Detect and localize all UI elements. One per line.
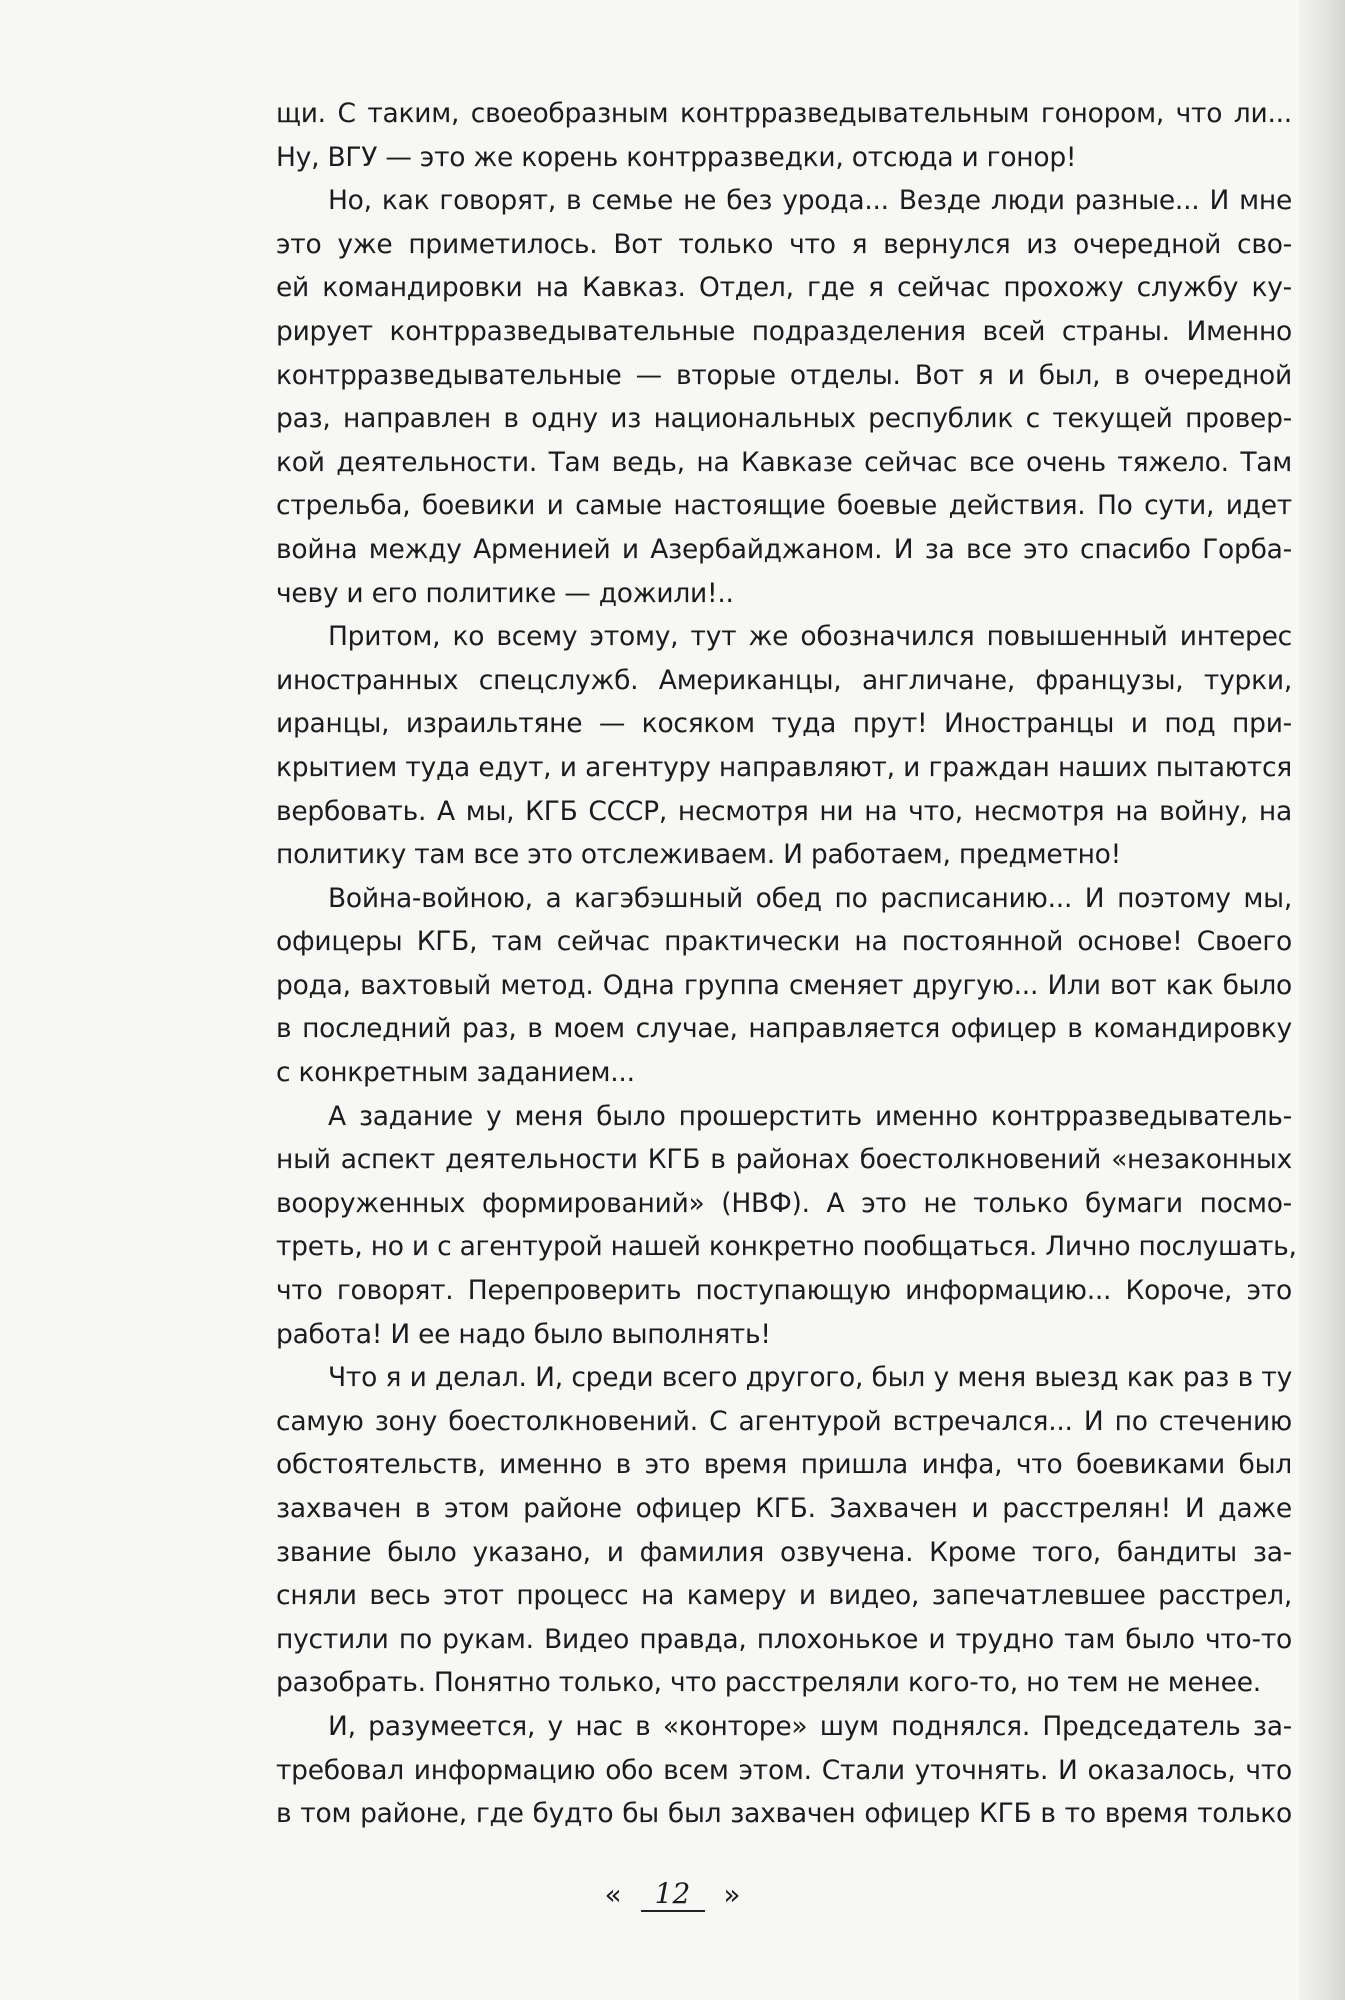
text-line: ный аспект деятельности КГБ в районах боестолкновений «незаконных	[276, 1144, 1292, 1176]
paragraph-start-line: А задание у меня было прошерстить именно контрразведыватель-	[328, 1100, 1292, 1132]
text-line: стрельба, боевики и самые настоящие боевые действия. По сути, идет	[276, 490, 1292, 522]
text-line: в последний раз, в моем случае, направляется офицер в командировку	[276, 1013, 1292, 1045]
paragraph-start-line: Что я и делал. И, среди всего другого, был у меня выезд как раз в ту	[328, 1362, 1292, 1394]
page-number-close-quote: »	[723, 1877, 741, 1911]
page-edge-shadow	[1299, 0, 1345, 2000]
paragraph-start-line: Война-войною, а кагэбэшный обед по расписанию... И поэтому мы,	[328, 882, 1292, 914]
text-line: обстоятельств, именно в это время пришла инфа, что боевиками был	[276, 1449, 1292, 1481]
text-line: раз, направлен в одну из национальных республик с текущей провер-	[276, 403, 1292, 435]
text-line: треть, но и с агентурой нашей конкретно пообщаться. Лично послушать,	[276, 1231, 1297, 1263]
text-line: разобрать. Понятно только, что расстреляли кого-то, но тем не менее.	[276, 1667, 1261, 1699]
text-line: требовал информацию обо всем этом. Стали уточнять. И оказалось, что	[276, 1754, 1292, 1786]
text-line: работа! И ее надо было выполнять!	[276, 1318, 771, 1350]
text-line: рода, вахтовый метод. Одна группа сменяет другую... Или вот как было	[276, 969, 1292, 1001]
paragraph-start-line: И, разумеется, у нас в «конторе» шум поднялся. Председатель за-	[328, 1710, 1292, 1742]
text-line: чеву и его политике — дожили!..	[276, 577, 734, 609]
paragraph-start-line: Но, как говорят, в семье не без урода... Везде люди разные... И мне	[328, 185, 1292, 217]
text-line: иностранных спецслужб. Американцы, англичане, французы, турки,	[276, 664, 1292, 696]
text-line: крытием туда едут, и агентуру направляют, и граждан наших пытаются	[276, 751, 1292, 783]
text-line: рирует контрразведывательные подразделения всей страны. Именно	[276, 315, 1292, 347]
text-line: война между Арменией и Азербайджаном. И за все это спасибо Горба-	[276, 533, 1292, 565]
text-line: что говорят. Перепроверить поступающую информацию... Короче, это	[276, 1275, 1292, 1307]
paragraph-start-line: Притом, ко всему этому, тут же обозначился повышенный интерес	[328, 621, 1292, 653]
text-line: Ну, ВГУ — это же корень контрразведки, отсюда и гонор!	[276, 141, 1077, 173]
text-line: пустили по рукам. Видео правда, плохонькое и трудно там было что-то	[276, 1623, 1292, 1655]
text-line: это уже приметилось. Вот только что я вернулся из очередной сво-	[276, 228, 1292, 260]
text-line: вербовать. А мы, КГБ СССР, несмотря ни на что, несмотря на войну, на	[276, 795, 1292, 827]
page-number: 12	[641, 1877, 705, 1912]
text-line: контрразведывательные — вторые отделы. Вот я и был, в очередной	[276, 359, 1292, 391]
text-line: самую зону боестолкновений. С агентурой встречался... И по стечению	[276, 1405, 1292, 1437]
text-line: ей командировки на Кавказ. Отдел, где я сейчас прохожу службу ку-	[276, 272, 1292, 304]
text-line: вооруженных формирований» (НВФ). А это не только бумаги посмо-	[276, 1187, 1292, 1219]
text-line: иранцы, израильтяне — косяком туда прут! Иностранцы и под при-	[276, 708, 1292, 740]
text-line: офицеры КГБ, там сейчас практически на постоянной основе! Своего	[276, 926, 1292, 958]
text-line: щи. С таким, своеобразным контрразведывательным гонором, что ли...	[276, 98, 1292, 129]
body-text	[276, 92, 1297, 1836]
text-line: звание было указано, и фамилия озвучена. Кроме того, бандиты за-	[276, 1536, 1292, 1568]
text-line: кой деятельности. Там ведь, на Кавказе сейчас все очень тяжело. Там	[276, 446, 1292, 478]
text-line: с конкретным заданием...	[276, 1057, 635, 1089]
text-line: политику там все это отслеживаем. И работаем, предметно!	[276, 839, 1121, 871]
page-number-open-quote: «	[604, 1877, 622, 1911]
text-line: захвачен в этом районе офицер КГБ. Захвачен и расстрелян! И даже	[276, 1493, 1292, 1524]
text-line: в том районе, где будто бы был захвачен офицер КГБ в то время только	[276, 1798, 1292, 1830]
page-footer	[0, 1876, 1345, 1912]
text-line: сняли весь этот процесс на камеру и видео, запечатлевшее расстрел,	[276, 1580, 1292, 1612]
